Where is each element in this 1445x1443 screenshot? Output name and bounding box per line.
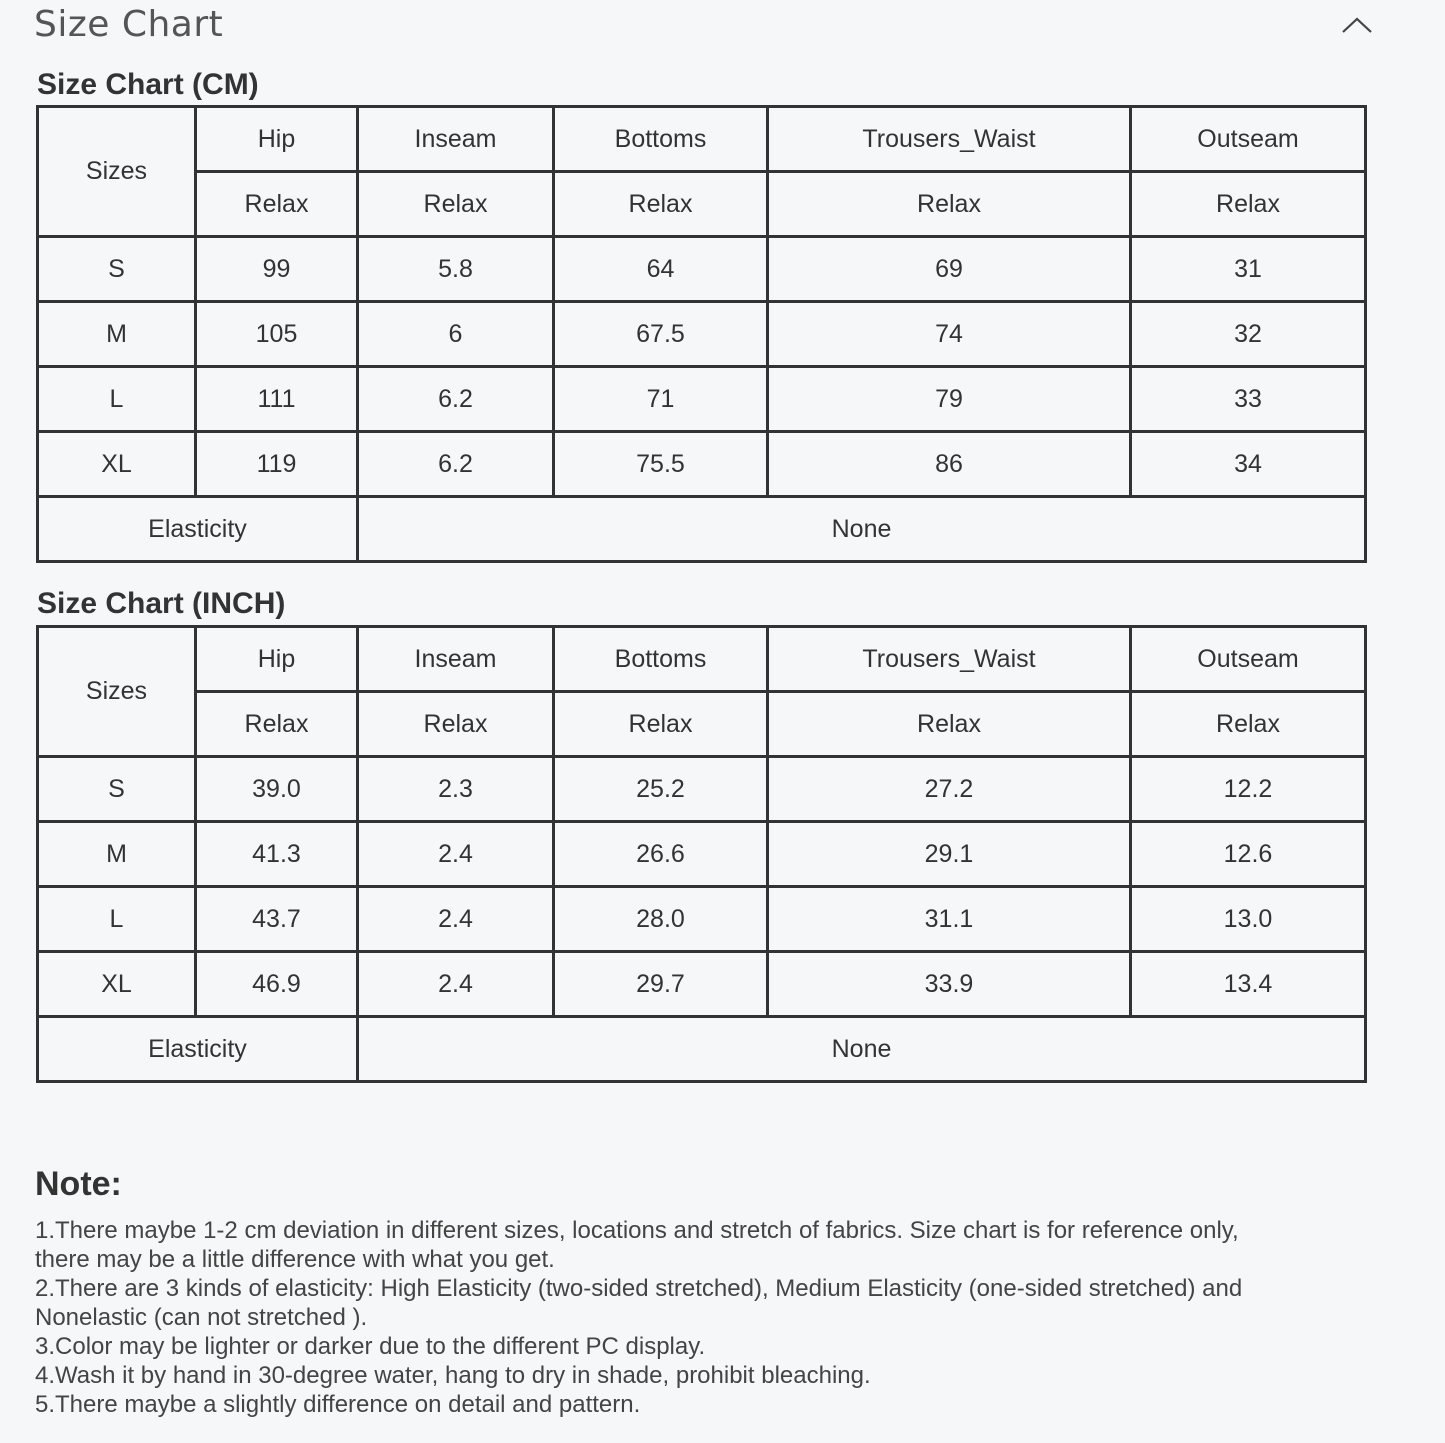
subheader-relax: Relax bbox=[768, 172, 1131, 237]
value-cell: 2.3 bbox=[358, 757, 554, 822]
value-cell: 33.9 bbox=[768, 952, 1131, 1017]
size-cell: XL bbox=[38, 432, 196, 497]
value-cell: 75.5 bbox=[554, 432, 768, 497]
value-cell: 26.6 bbox=[554, 822, 768, 887]
note-line: 3.Color may be lighter or darker due to the different PC display. bbox=[35, 1333, 706, 1360]
column-header-hip: Hip bbox=[196, 627, 358, 692]
chevron-up-icon[interactable] bbox=[1340, 10, 1374, 40]
value-cell: 74 bbox=[768, 302, 1131, 367]
subheader-relax: Relax bbox=[554, 172, 768, 237]
value-cell: 31.1 bbox=[768, 887, 1131, 952]
value-cell: 33 bbox=[1131, 367, 1366, 432]
value-cell: 99 bbox=[196, 237, 358, 302]
subheader-relax: Relax bbox=[1131, 172, 1366, 237]
sizes-header: Sizes bbox=[38, 627, 196, 757]
note-line: 2.There are 3 kinds of elasticity: High Elasticity (two-sided stretched), Medium Elasticity (one-sided stretched) and bbox=[35, 1275, 1243, 1302]
subheader-relax: Relax bbox=[358, 172, 554, 237]
column-header-inseam: Inseam bbox=[358, 627, 554, 692]
value-cell: 13.0 bbox=[1131, 887, 1366, 952]
subheader-relax: Relax bbox=[196, 692, 358, 757]
value-cell: 71 bbox=[554, 367, 768, 432]
value-cell: 29.7 bbox=[554, 952, 768, 1017]
elasticity-label: Elasticity bbox=[38, 497, 358, 562]
value-cell: 12.2 bbox=[1131, 757, 1366, 822]
table-row bbox=[38, 952, 1366, 1017]
table-subheader-row bbox=[38, 172, 1366, 237]
size-cell: S bbox=[38, 757, 196, 822]
value-cell: 2.4 bbox=[358, 887, 554, 952]
value-cell: 2.4 bbox=[358, 822, 554, 887]
column-header-bottoms: Bottoms bbox=[554, 627, 768, 692]
note-section bbox=[35, 1165, 1375, 1419]
value-cell: 25.2 bbox=[554, 757, 768, 822]
value-cell: 64 bbox=[554, 237, 768, 302]
value-cell: 105 bbox=[196, 302, 358, 367]
column-header-outseam: Outseam bbox=[1131, 627, 1366, 692]
table-header-row bbox=[38, 627, 1366, 692]
value-cell: 5.8 bbox=[358, 237, 554, 302]
table-row bbox=[38, 757, 1366, 822]
table-row bbox=[38, 887, 1366, 952]
column-header-inseam: Inseam bbox=[358, 107, 554, 172]
value-cell: 111 bbox=[196, 367, 358, 432]
size-table-inch bbox=[36, 625, 1367, 1083]
column-header-bottoms: Bottoms bbox=[554, 107, 768, 172]
elasticity-label: Elasticity bbox=[38, 1017, 358, 1082]
table-subheader-row bbox=[38, 692, 1366, 757]
column-header-trousers-waist: Trousers_Waist bbox=[768, 107, 1131, 172]
elasticity-value: None bbox=[358, 497, 1366, 562]
elasticity-value: None bbox=[358, 1017, 1366, 1082]
size-cell: L bbox=[38, 887, 196, 952]
subheader-relax: Relax bbox=[768, 692, 1131, 757]
value-cell: 12.6 bbox=[1131, 822, 1366, 887]
elasticity-row bbox=[38, 1017, 1366, 1082]
note-line: Nonelastic (can not stretched ). bbox=[35, 1304, 368, 1331]
size-table-cm bbox=[36, 105, 1367, 563]
section-title: Size Chart bbox=[34, 4, 224, 45]
table-row bbox=[38, 367, 1366, 432]
table-row bbox=[38, 237, 1366, 302]
value-cell: 39.0 bbox=[196, 757, 358, 822]
value-cell: 2.4 bbox=[358, 952, 554, 1017]
value-cell: 34 bbox=[1131, 432, 1366, 497]
table-row bbox=[38, 302, 1366, 367]
size-cell: M bbox=[38, 822, 196, 887]
table-title-inch: Size Chart (INCH) bbox=[37, 587, 286, 620]
table-row bbox=[38, 432, 1366, 497]
value-cell: 69 bbox=[768, 237, 1131, 302]
value-cell: 13.4 bbox=[1131, 952, 1366, 1017]
value-cell: 27.2 bbox=[768, 757, 1131, 822]
note-line: there may be a little difference with what you get. bbox=[35, 1246, 555, 1273]
size-cell: M bbox=[38, 302, 196, 367]
subheader-relax: Relax bbox=[1131, 692, 1366, 757]
subheader-relax: Relax bbox=[196, 172, 358, 237]
value-cell: 28.0 bbox=[554, 887, 768, 952]
note-line: 5.There maybe a slightly difference on detail and pattern. bbox=[35, 1391, 641, 1418]
note-line: 4.Wash it by hand in 30-degree water, hang to dry in shade, prohibit bleaching. bbox=[35, 1362, 871, 1389]
value-cell: 32 bbox=[1131, 302, 1366, 367]
value-cell: 119 bbox=[196, 432, 358, 497]
size-cell: S bbox=[38, 237, 196, 302]
value-cell: 29.1 bbox=[768, 822, 1131, 887]
value-cell: 6.2 bbox=[358, 432, 554, 497]
value-cell: 31 bbox=[1131, 237, 1366, 302]
sizes-header: Sizes bbox=[38, 107, 196, 237]
value-cell: 86 bbox=[768, 432, 1131, 497]
value-cell: 67.5 bbox=[554, 302, 768, 367]
size-cell: L bbox=[38, 367, 196, 432]
value-cell: 43.7 bbox=[196, 887, 358, 952]
value-cell: 41.3 bbox=[196, 822, 358, 887]
value-cell: 46.9 bbox=[196, 952, 358, 1017]
column-header-hip: Hip bbox=[196, 107, 358, 172]
note-line: 1.There maybe 1-2 cm deviation in different sizes, locations and stretch of fabrics. Size chart is for reference only, bbox=[35, 1217, 1239, 1244]
table-row bbox=[38, 822, 1366, 887]
value-cell: 6 bbox=[358, 302, 554, 367]
table-header-row bbox=[38, 107, 1366, 172]
note-title: Note: bbox=[35, 1165, 122, 1203]
value-cell: 6.2 bbox=[358, 367, 554, 432]
elasticity-row bbox=[38, 497, 1366, 562]
size-chart-section-header[interactable] bbox=[34, 0, 1374, 50]
size-cell: XL bbox=[38, 952, 196, 1017]
column-header-outseam: Outseam bbox=[1131, 107, 1366, 172]
subheader-relax: Relax bbox=[358, 692, 554, 757]
value-cell: 79 bbox=[768, 367, 1131, 432]
subheader-relax: Relax bbox=[554, 692, 768, 757]
table-title-cm: Size Chart (CM) bbox=[37, 68, 259, 101]
column-header-trousers-waist: Trousers_Waist bbox=[768, 627, 1131, 692]
